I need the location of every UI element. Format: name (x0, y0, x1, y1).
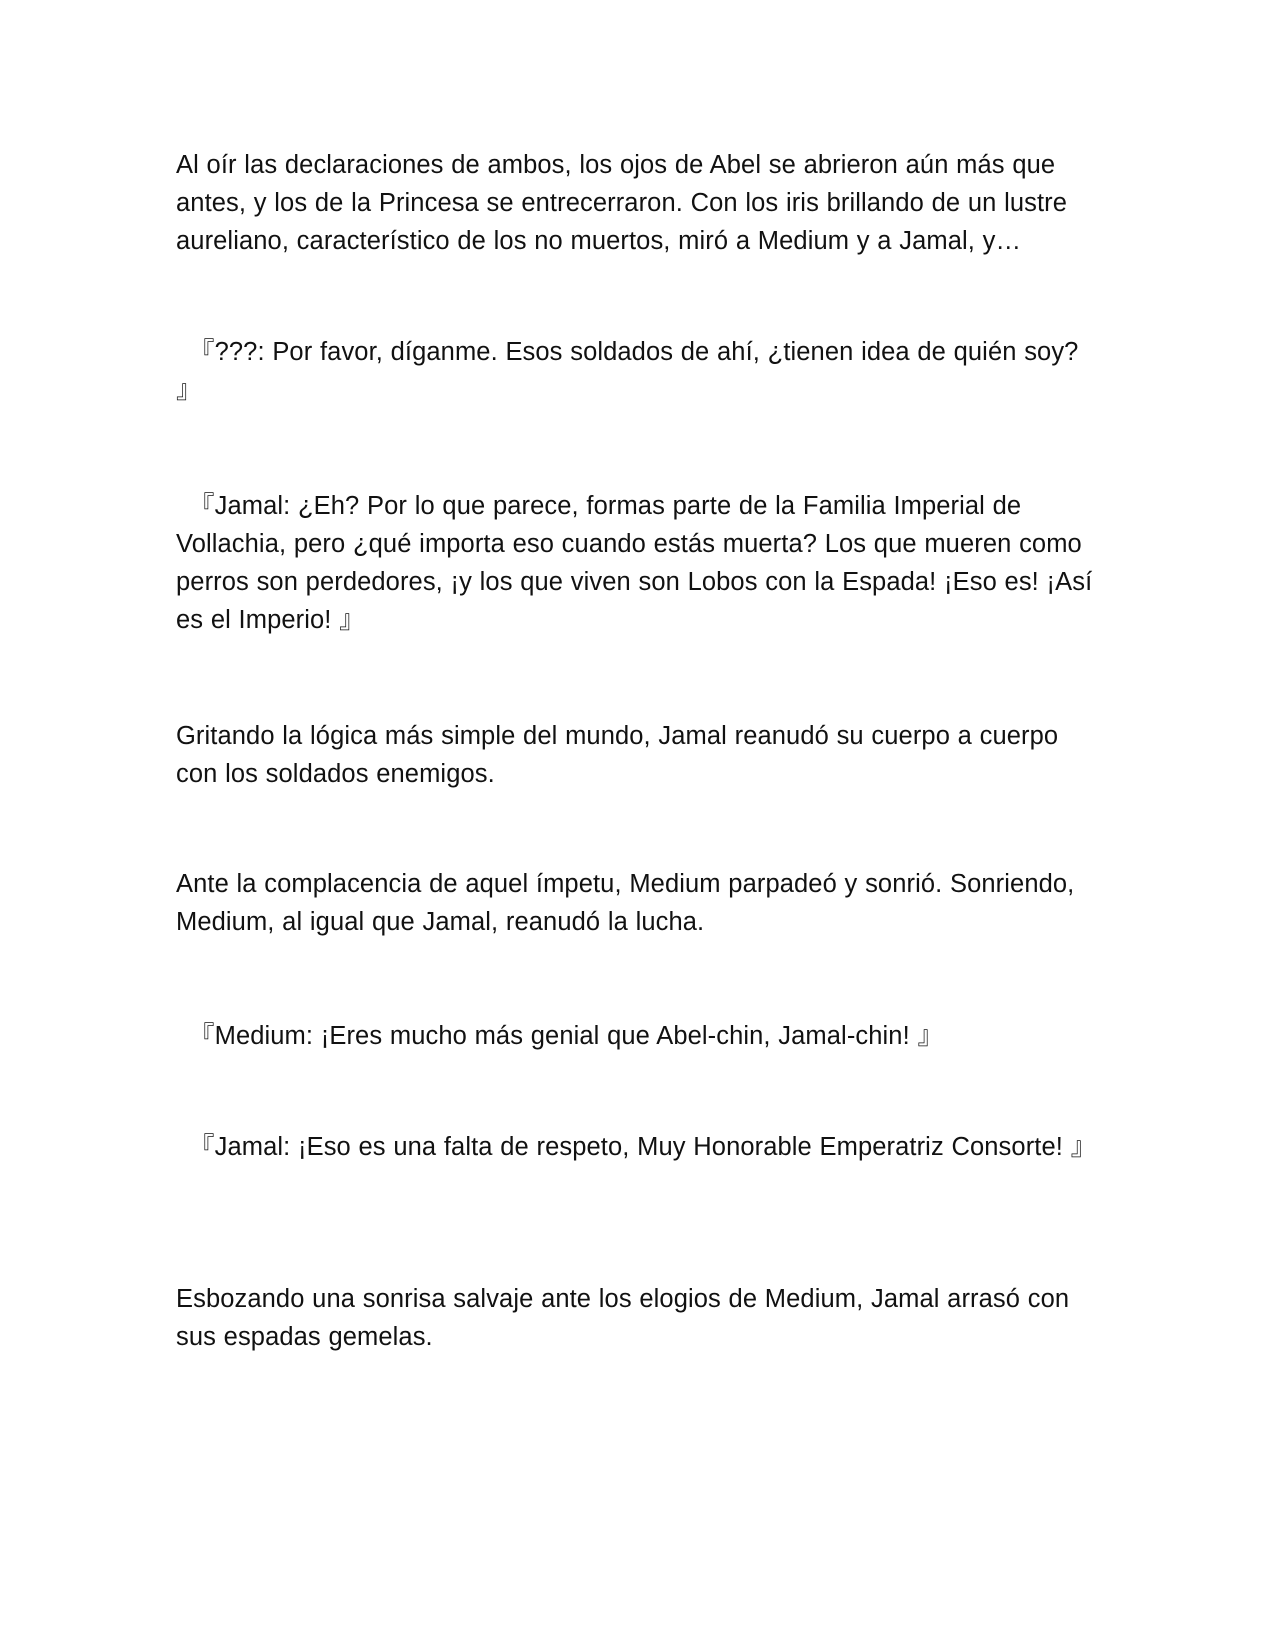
dialogue-paragraph-unknown: 『???: Por favor, díganme. Esos soldados de ahí, ¿tienen idea de quién soy? 』 (176, 338, 1079, 404)
dialogue-paragraph-jamal: 『Jamal: ¡Eso es una falta de respeto, Muy Honorable Emperatriz Consorte! 』 (189, 1133, 1097, 1161)
narration-paragraph: Al oír las declaraciones de ambos, los ojos de Abel se abrieron aún más que antes, y los de la Princesa se entrecerraron. Con los iris brillando de un lustre aureliano, característico de los no muertos, miró a Medium y a Jamal, y… (176, 151, 1068, 255)
narration-paragraph: Esbozando una sonrisa salvaje ante los elogios de Medium, Jamal arrasó con sus espadas gemelas. (176, 1285, 1070, 1351)
dialogue-paragraph-medium: 『Medium: ¡Eres mucho más genial que Abel-chin, Jamal-chin! 』 (189, 1022, 944, 1050)
dialogue-paragraph-jamal: 『Jamal: ¿Eh? Por lo que parece, formas parte de la Familia Imperial de Vollachia, pero ¿qué importa eso cuando estás muerta? Los que mueren como perros son perdedores, ¡y los que viven son Lobos con la Espada! ¡Eso es! ¡Así es el Imperio! 』 (176, 492, 1093, 634)
narration-paragraph: Gritando la lógica más simple del mundo, Jamal reanudó su cuerpo a cuerpo con los soldados enemigos. (176, 722, 1059, 788)
narration-paragraph: Ante la complacencia de aquel ímpetu, Medium parpadeó y sonrió. Sonriendo, Medium, al igual que Jamal, reanudó la lucha. (176, 870, 1075, 936)
